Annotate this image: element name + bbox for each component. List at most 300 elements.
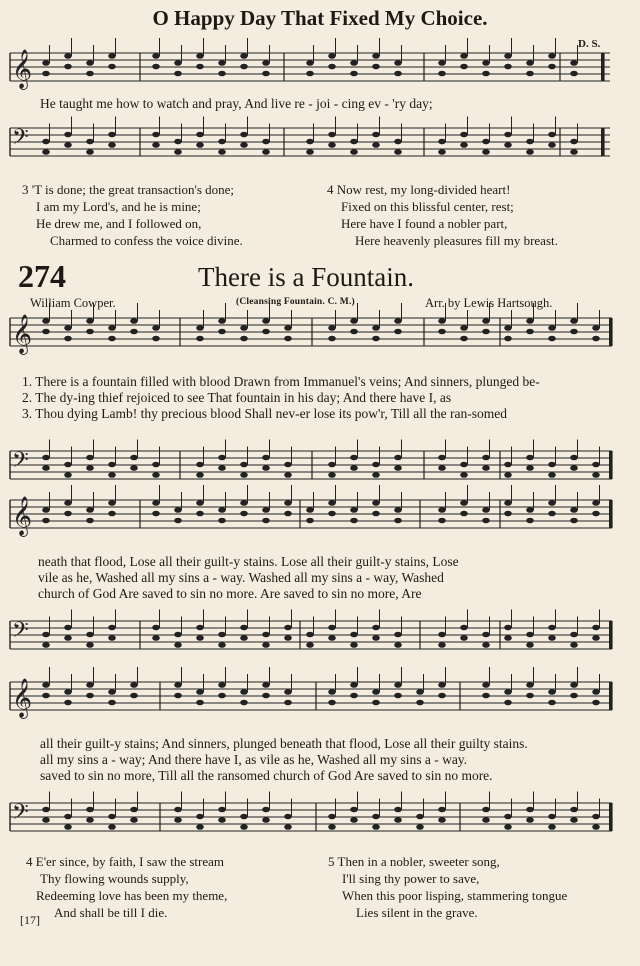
note-head xyxy=(42,455,50,461)
note-head xyxy=(526,807,534,813)
note-head xyxy=(592,462,600,468)
note-head xyxy=(482,71,490,77)
note-head xyxy=(350,642,358,648)
note-head xyxy=(504,325,512,331)
note-head xyxy=(482,632,490,638)
note-head xyxy=(438,507,446,513)
note-head xyxy=(328,824,336,830)
note-head xyxy=(394,455,402,461)
note-head xyxy=(592,824,600,830)
note-head xyxy=(460,64,468,70)
note-head xyxy=(284,635,292,641)
note-head xyxy=(306,60,314,66)
note-head xyxy=(108,472,116,478)
final-bar xyxy=(609,451,612,479)
note-head xyxy=(328,53,336,59)
note-head xyxy=(372,511,380,517)
note-head xyxy=(328,462,336,468)
note-head xyxy=(86,455,94,461)
note-head xyxy=(64,53,72,59)
final-bar xyxy=(609,803,612,831)
note-head xyxy=(482,507,490,513)
note-head xyxy=(394,642,402,648)
note-head xyxy=(174,71,182,77)
note-head xyxy=(240,700,248,706)
note-head xyxy=(42,71,50,77)
verse-line: Redeeming love has been my theme, xyxy=(36,888,228,903)
note-head xyxy=(548,500,556,506)
note-head xyxy=(504,142,512,148)
note-head xyxy=(152,625,160,631)
note-head xyxy=(526,455,534,461)
verse-line: Here have I found a nobler part, xyxy=(341,216,508,231)
note-head xyxy=(42,817,50,823)
note-head xyxy=(504,132,512,138)
note-head xyxy=(570,807,578,813)
note-head xyxy=(416,824,424,830)
note-head xyxy=(592,472,600,478)
hymn-prev-title: O Happy Day That Fixed My Choice. xyxy=(152,6,488,30)
note-head xyxy=(130,682,138,688)
note-head xyxy=(152,500,160,506)
note-head xyxy=(64,700,72,706)
note-head xyxy=(86,807,94,813)
note-head xyxy=(152,472,160,478)
note-head xyxy=(394,632,402,638)
note-head xyxy=(240,53,248,59)
note-head xyxy=(64,689,72,695)
note-head xyxy=(328,472,336,478)
note-head xyxy=(42,807,50,813)
note-head xyxy=(372,635,380,641)
note-head xyxy=(262,329,270,335)
note-head xyxy=(570,60,578,66)
note-head xyxy=(504,625,512,631)
note-head xyxy=(526,642,534,648)
note-head xyxy=(350,518,358,524)
note-head xyxy=(306,71,314,77)
note-head xyxy=(174,693,182,699)
note-head xyxy=(152,325,160,331)
note-head xyxy=(460,635,468,641)
verse-line: Fixed on this blissful center, rest; xyxy=(341,199,514,214)
note-head xyxy=(64,625,72,631)
note-head xyxy=(64,472,72,478)
verse-line: Charmed to confess the voice divine. xyxy=(50,233,243,248)
note-head xyxy=(372,64,380,70)
note-head xyxy=(218,632,226,638)
lyric-line: saved to sin no more, Till all the ransomed church of God Are saved to sin no more. xyxy=(40,768,493,783)
note-head xyxy=(218,817,226,823)
note-head xyxy=(240,635,248,641)
note-head xyxy=(438,817,446,823)
note-head xyxy=(42,518,50,524)
verse-line: I am my Lord's, and he is mine; xyxy=(36,199,201,214)
note-head xyxy=(218,329,226,335)
note-head xyxy=(394,518,402,524)
note-head xyxy=(350,60,358,66)
note-head xyxy=(218,465,226,471)
note-head xyxy=(152,53,160,59)
note-head xyxy=(482,139,490,145)
note-head xyxy=(350,139,358,145)
note-head xyxy=(460,625,468,631)
ds-mark: D. S. xyxy=(578,38,601,50)
hymn-verse-4 xyxy=(26,853,227,921)
note-head xyxy=(592,511,600,517)
note-head xyxy=(592,500,600,506)
note-head xyxy=(174,682,182,688)
note-head xyxy=(108,689,116,695)
note-head xyxy=(196,824,204,830)
note-head xyxy=(284,824,292,830)
note-head xyxy=(350,632,358,638)
note-head xyxy=(174,632,182,638)
verse-line: 4 E'er since, by faith, I saw the stream xyxy=(26,854,224,869)
note-head xyxy=(438,329,446,335)
note-head xyxy=(372,325,380,331)
note-head xyxy=(548,511,556,517)
note-head xyxy=(372,53,380,59)
note-head xyxy=(482,693,490,699)
lyric-line: 2. The dy-ing thief rejoiced to see That fountain in his day; And there have I, as xyxy=(22,390,452,405)
note-head xyxy=(86,682,94,688)
note-head xyxy=(460,336,468,342)
note-head xyxy=(262,807,270,813)
note-head xyxy=(372,462,380,468)
note-head xyxy=(152,64,160,70)
note-head xyxy=(174,642,182,648)
note-head xyxy=(570,632,578,638)
note-head xyxy=(42,642,50,648)
note-head xyxy=(460,472,468,478)
note-head xyxy=(504,53,512,59)
note-head xyxy=(394,60,402,66)
note-head xyxy=(130,455,138,461)
note-head xyxy=(394,817,402,823)
note-head xyxy=(328,814,336,820)
note-head xyxy=(284,814,292,820)
note-head xyxy=(42,507,50,513)
note-head xyxy=(394,807,402,813)
note-head xyxy=(328,500,336,506)
note-head xyxy=(240,814,248,820)
note-head xyxy=(482,318,490,324)
note-head xyxy=(482,455,490,461)
note-head xyxy=(196,511,204,517)
note-head xyxy=(64,132,72,138)
verse-line: And shall be till I die. xyxy=(54,905,168,920)
note-head xyxy=(592,625,600,631)
note-head xyxy=(372,142,380,148)
note-head xyxy=(526,518,534,524)
note-head xyxy=(548,625,556,631)
verse-line: 5 Then in a nobler, sweeter song, xyxy=(328,854,500,869)
note-head xyxy=(108,53,116,59)
note-head xyxy=(504,824,512,830)
note-head xyxy=(306,518,314,524)
note-head xyxy=(482,60,490,66)
note-head xyxy=(526,632,534,638)
note-head xyxy=(570,329,578,335)
note-head xyxy=(262,318,270,324)
note-head xyxy=(526,139,534,145)
note-head xyxy=(460,142,468,148)
note-head xyxy=(548,336,556,342)
lyric-line: all my sins a - way; And there have I, as vile as he, Washed all my sins a - way. xyxy=(40,752,468,767)
note-head xyxy=(64,462,72,468)
note-head xyxy=(372,824,380,830)
note-head xyxy=(196,814,204,820)
note-head xyxy=(152,511,160,517)
note-head xyxy=(416,689,424,695)
verse-line: Here heavenly pleasures fill my breast. xyxy=(355,233,558,248)
note-head xyxy=(350,807,358,813)
note-head xyxy=(570,817,578,823)
note-head xyxy=(504,336,512,342)
note-head xyxy=(108,500,116,506)
note-head xyxy=(526,71,534,77)
note-head xyxy=(394,71,402,77)
note-head xyxy=(350,71,358,77)
note-head xyxy=(328,625,336,631)
note-head xyxy=(108,64,116,70)
note-head xyxy=(130,693,138,699)
note-head xyxy=(262,518,270,524)
note-head xyxy=(438,632,446,638)
note-head xyxy=(504,700,512,706)
verse-line: I'll sing thy power to save, xyxy=(342,871,480,886)
note-head xyxy=(86,693,94,699)
note-head xyxy=(526,507,534,513)
note-head xyxy=(262,455,270,461)
hymn-author: William Cowper. xyxy=(30,296,116,310)
note-head xyxy=(174,817,182,823)
note-head xyxy=(460,132,468,138)
treble-clef-icon: 𝄞 xyxy=(12,496,33,536)
note-head xyxy=(64,814,72,820)
note-head xyxy=(306,632,314,638)
note-head xyxy=(240,325,248,331)
note-head xyxy=(262,642,270,648)
note-head xyxy=(130,329,138,335)
note-head xyxy=(196,132,204,138)
note-head xyxy=(438,807,446,813)
note-head xyxy=(196,325,204,331)
note-head xyxy=(350,817,358,823)
note-head xyxy=(394,139,402,145)
note-head xyxy=(526,329,534,335)
note-head xyxy=(570,465,578,471)
system-3-lyrics xyxy=(40,736,528,784)
note-head xyxy=(328,325,336,331)
note-head xyxy=(218,139,226,145)
note-head xyxy=(240,462,248,468)
note-head xyxy=(350,507,358,513)
note-head xyxy=(394,318,402,324)
note-head xyxy=(218,642,226,648)
note-head xyxy=(42,329,50,335)
note-head xyxy=(438,139,446,145)
note-head xyxy=(86,518,94,524)
note-head xyxy=(108,635,116,641)
note-head xyxy=(548,132,556,138)
note-head xyxy=(526,318,534,324)
note-head xyxy=(240,500,248,506)
note-head xyxy=(42,60,50,66)
note-head xyxy=(328,689,336,695)
note-head xyxy=(548,472,556,478)
note-head xyxy=(482,329,490,335)
note-head xyxy=(504,472,512,478)
note-head xyxy=(262,465,270,471)
note-head xyxy=(152,462,160,468)
note-head xyxy=(394,465,402,471)
note-head xyxy=(152,142,160,148)
note-head xyxy=(548,53,556,59)
lyric-line: vile as he, Washed all my sins a - way. Washed all my sins a - way, Washed xyxy=(38,570,444,585)
note-head xyxy=(548,689,556,695)
note-head xyxy=(86,329,94,335)
note-head xyxy=(460,500,468,506)
note-head xyxy=(438,642,446,648)
note-head xyxy=(42,465,50,471)
note-head xyxy=(196,336,204,342)
note-head xyxy=(240,625,248,631)
note-head xyxy=(526,60,534,66)
lyric-line: neath that flood, Lose all their guilt-y stains. Lose all their guilt-y stains, Lose xyxy=(38,554,459,569)
note-head xyxy=(240,336,248,342)
note-head xyxy=(240,511,248,517)
note-head xyxy=(438,682,446,688)
note-head xyxy=(416,700,424,706)
note-head xyxy=(196,472,204,478)
page-number: [17] xyxy=(20,913,40,927)
note-head xyxy=(108,824,116,830)
note-head xyxy=(152,635,160,641)
note-head xyxy=(328,700,336,706)
note-head xyxy=(482,642,490,648)
note-head xyxy=(372,814,380,820)
lyric-line: 1. There is a fountain filled with blood Drawn from Immanuel's veins; And sinners, plunged be- xyxy=(22,374,540,389)
treble-clef-icon: 𝄞 xyxy=(12,49,33,89)
note-head xyxy=(350,329,358,335)
hymn-number: 274 xyxy=(18,258,66,294)
note-head xyxy=(262,817,270,823)
note-head xyxy=(372,700,380,706)
note-head xyxy=(130,807,138,813)
note-head xyxy=(196,635,204,641)
note-head xyxy=(218,518,226,524)
note-head xyxy=(42,693,50,699)
note-head xyxy=(460,325,468,331)
note-head xyxy=(174,139,182,145)
note-head xyxy=(86,817,94,823)
note-head xyxy=(130,465,138,471)
note-head xyxy=(196,700,204,706)
note-head xyxy=(196,53,204,59)
note-head xyxy=(526,465,534,471)
verse-line: Thy flowing wounds supply, xyxy=(40,871,189,886)
verse-line: When this poor lisping, stammering tongue xyxy=(342,888,568,903)
note-head xyxy=(64,824,72,830)
note-head xyxy=(86,71,94,77)
note-head xyxy=(570,693,578,699)
note-head xyxy=(174,149,182,155)
note-head xyxy=(86,465,94,471)
note-head xyxy=(548,462,556,468)
note-head xyxy=(240,689,248,695)
note-head xyxy=(548,814,556,820)
note-head xyxy=(108,511,116,517)
note-head xyxy=(482,817,490,823)
hymn-title: There is a Fountain. xyxy=(198,262,414,292)
note-head xyxy=(592,689,600,695)
note-head xyxy=(108,142,116,148)
note-head xyxy=(240,64,248,70)
note-head xyxy=(218,455,226,461)
note-head xyxy=(548,325,556,331)
verse-line: 4 Now rest, my long-divided heart! xyxy=(327,182,511,197)
note-head xyxy=(526,682,534,688)
note-head xyxy=(108,700,116,706)
note-head xyxy=(570,455,578,461)
note-head xyxy=(284,325,292,331)
note-head xyxy=(152,336,160,342)
note-head xyxy=(64,325,72,331)
note-head xyxy=(350,682,358,688)
note-head xyxy=(196,142,204,148)
note-head xyxy=(328,336,336,342)
verse-line: He drew me, and I followed on, xyxy=(36,216,202,231)
note-head xyxy=(438,693,446,699)
note-head xyxy=(350,465,358,471)
note-head xyxy=(262,682,270,688)
treble-clef-icon: 𝄞 xyxy=(12,678,33,718)
hymn-arranger: Arr. by Lewis Hartsough. xyxy=(425,296,553,310)
note-head xyxy=(504,500,512,506)
note-head xyxy=(86,632,94,638)
note-head xyxy=(548,142,556,148)
note-head xyxy=(86,139,94,145)
note-head xyxy=(64,511,72,517)
note-head xyxy=(218,318,226,324)
note-head xyxy=(284,500,292,506)
note-head xyxy=(350,318,358,324)
note-head xyxy=(262,139,270,145)
note-head xyxy=(504,635,512,641)
note-head xyxy=(218,71,226,77)
note-head xyxy=(570,318,578,324)
note-head xyxy=(262,71,270,77)
note-head xyxy=(130,318,138,324)
note-head xyxy=(504,462,512,468)
note-head xyxy=(570,149,578,155)
bass-clef-icon: 𝄢 xyxy=(12,800,29,830)
note-head xyxy=(350,455,358,461)
note-head xyxy=(262,149,270,155)
note-head xyxy=(196,625,204,631)
note-head xyxy=(504,814,512,820)
note-head xyxy=(350,693,358,699)
note-head xyxy=(218,60,226,66)
lyric-line: church of God Are saved to sin no more. Are saved to sin no more, Are xyxy=(38,586,422,601)
note-head xyxy=(262,632,270,638)
note-head xyxy=(284,336,292,342)
note-head xyxy=(526,149,534,155)
note-head xyxy=(108,625,116,631)
note-head xyxy=(570,682,578,688)
